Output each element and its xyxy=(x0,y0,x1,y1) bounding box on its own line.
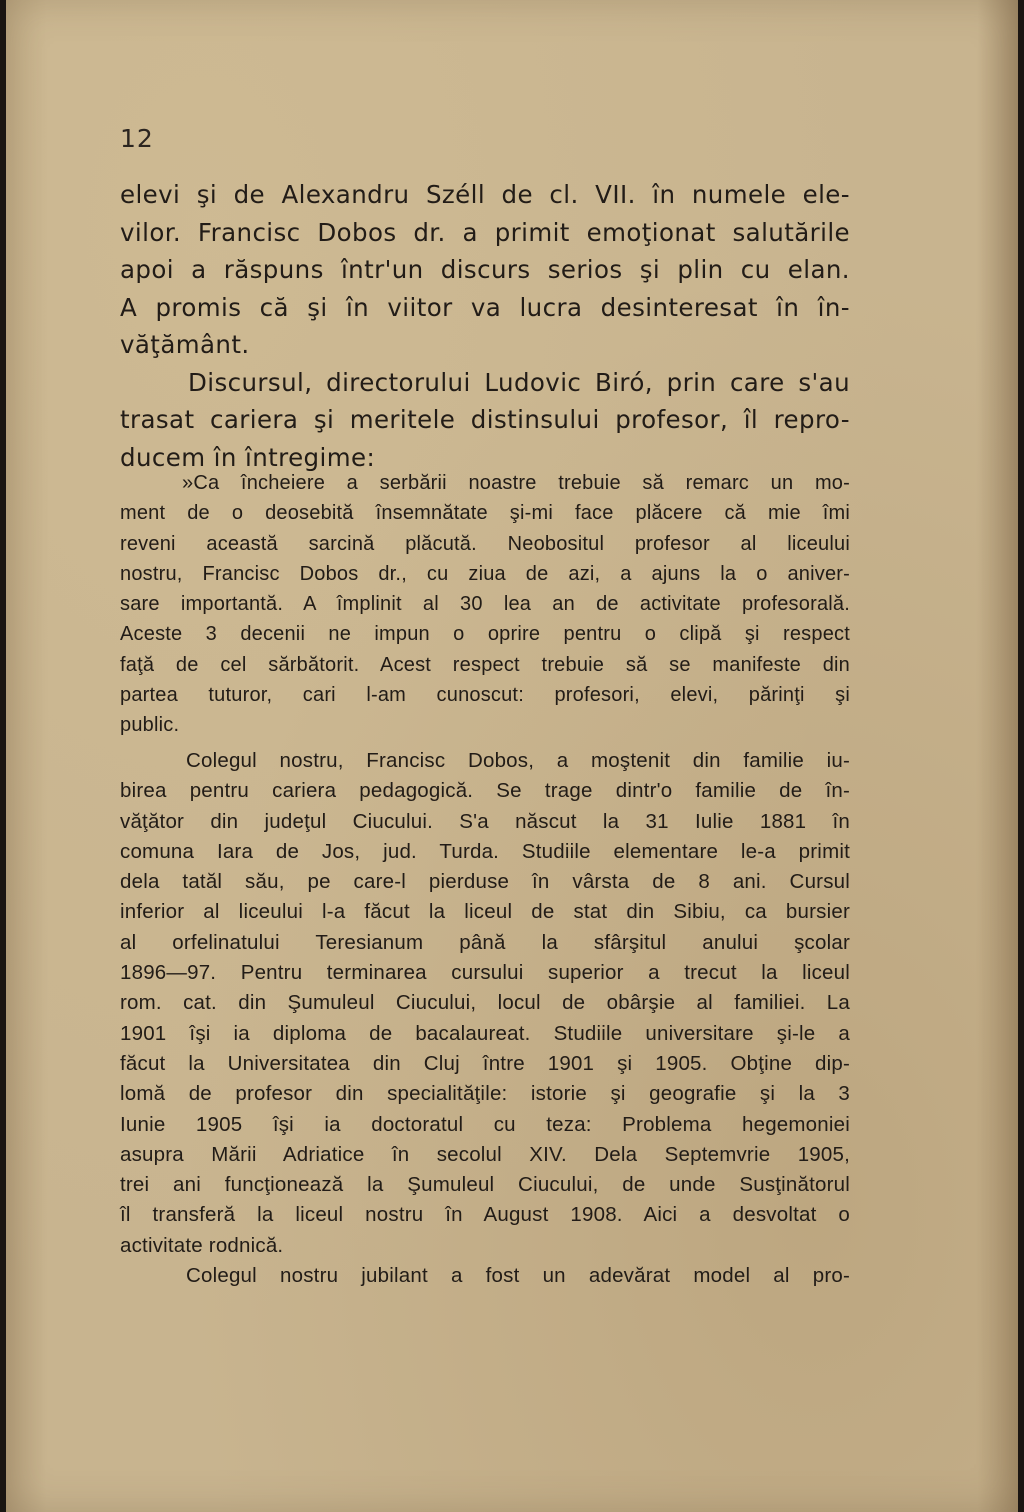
text-line: »Ca încheiere a serbării noastre trebuie să remarc un mo- xyxy=(182,472,850,494)
text-line: activitate rodnică. xyxy=(120,1233,284,1257)
text-line: apoi a răspuns într'un discurs serios şi plin cu elan. xyxy=(120,255,850,284)
text-line: Discursul, directorului Ludovic Biró, prin care s'au xyxy=(188,367,850,397)
text-line: trasat cariera şi meritele distinsului profesor, îl repro- xyxy=(120,405,850,434)
text-line: Iunie 1905 îşi ia doctoratul cu teza: Problema hegemoniei xyxy=(120,1112,850,1136)
book-page xyxy=(6,0,1018,1512)
text-line: făcut la Universitatea din Cluj între 1901 şi 1905. Obţine dip- xyxy=(120,1051,850,1075)
text-line: reveni această sarcină plăcută. Neobositul profesor al liceului xyxy=(120,532,850,555)
text-line: dela tatăl său, pe care-l pierduse în vârsta de 8 ani. Cursul xyxy=(120,870,850,894)
text-line: vilor. Francisc Dobos dr. a primit emoţionat salutările xyxy=(120,217,850,247)
text-line: văţământ. xyxy=(120,330,250,359)
text-line: A promis că şi în viitor va lucra desinteresat în în- xyxy=(120,292,850,322)
lower-text-block xyxy=(120,746,850,1291)
text-line: Colegul nostru jubilant a fost un adevărat model al pro- xyxy=(186,1264,850,1288)
text-line: elevi şi de Alexandru Széll de cl. VII. în numele ele- xyxy=(120,180,850,209)
text-line: sare importantă. A împlinit al 30 lea an de activitate profesorală. xyxy=(120,593,850,616)
text-line: public. xyxy=(120,714,180,737)
text-line: ment de o deosebită însemnătate şi-mi face plăcere că mie îmi xyxy=(120,502,850,525)
text-line: asupra Mării Adriatice în secolul XIV. Dela Septemvrie 1905, xyxy=(120,1142,850,1166)
page-number: 12 xyxy=(120,124,154,153)
text-line: Aceste 3 decenii ne impun o oprire pentru o clipă şi respect xyxy=(120,623,850,646)
text-line: ducem în întregime: xyxy=(120,442,376,472)
text-line: nostru, Francisc Dobos dr., cu ziua de azi, a ajuns la o aniver- xyxy=(120,562,850,585)
text-line: inferior al liceului l-a făcut la liceul de stat din Sibiu, ca bursier xyxy=(120,900,850,924)
text-line: rom. cat. din Şumuleul Ciucului, locul de obârşie al familiei. La xyxy=(120,991,850,1015)
text-line: îl transferă la liceul nostru în August 1908. Aici a desvoltat o xyxy=(120,1203,850,1227)
quoted-speech-block xyxy=(120,468,850,741)
upper-text-block xyxy=(120,176,850,476)
text-line: văţător din judeţul Ciucului. S'a născut la 31 Iulie 1881 în xyxy=(120,809,850,833)
text-line: 1901 îşi ia diploma de bacalaureat. Studiile universitare şi-le a xyxy=(120,1021,850,1045)
text-line: comuna Iara de Jos, jud. Turda. Studiile elementare le-a primit xyxy=(120,839,850,863)
text-line: al orfelinatului Teresianum până la sfârşitul anului şcolar xyxy=(120,930,850,954)
text-line: faţă de cel sărbătorit. Acest respect trebuie să se manifeste din xyxy=(120,653,850,676)
text-line: 1896—97. Pentru terminarea cursului superior a trecut la liceul xyxy=(120,961,850,985)
text-line: birea pentru cariera pedagogică. Se trage dintr'o familie de în- xyxy=(120,779,850,803)
text-line: partea tuturor, cari l-am cunoscut: profesori, elevi, părinţi şi xyxy=(120,684,850,707)
text-line: lomă de profesor din specialităţile: istorie şi geografie şi la 3 xyxy=(120,1082,850,1106)
text-line: trei ani funcţionează la Şumuleul Ciucului, de unde Susţinătorul xyxy=(120,1173,850,1197)
text-line: Colegul nostru, Francisc Dobos, a moştenit din familie iu- xyxy=(186,749,850,772)
